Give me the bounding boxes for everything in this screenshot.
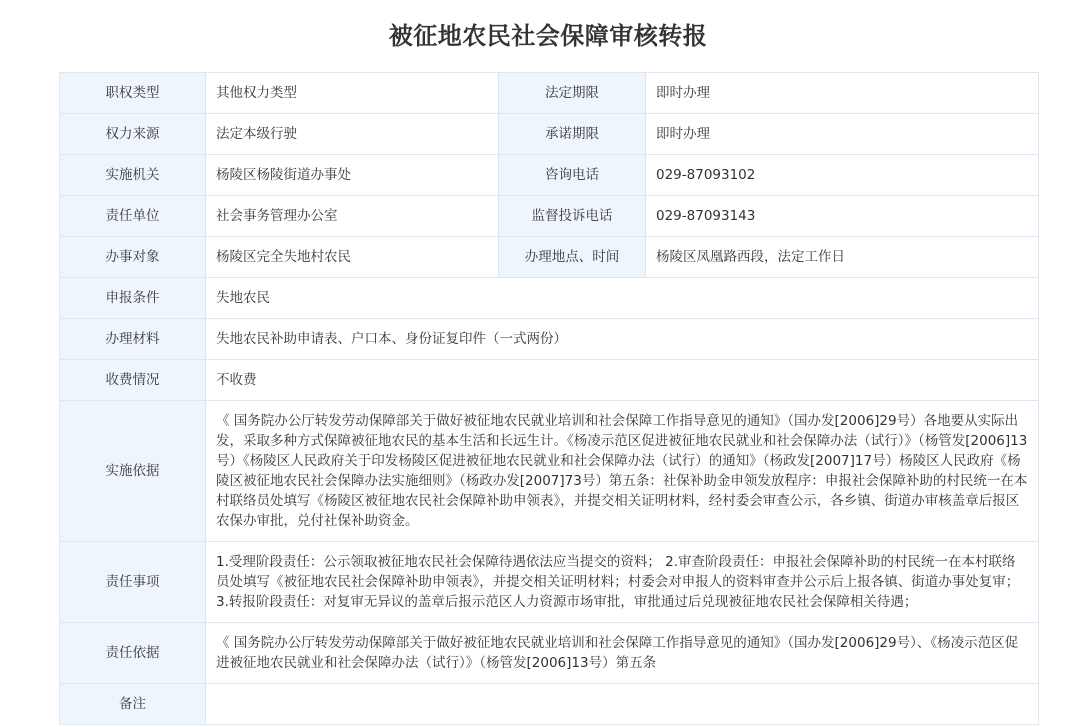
row-value-fees: 不收费	[206, 360, 1039, 401]
row-label-service-target: 办事对象	[60, 237, 206, 278]
row-label-materials: 办理材料	[60, 319, 206, 360]
row-label-remarks: 备注	[60, 684, 206, 725]
row-value-promised-deadline: 即时办理	[646, 114, 1039, 155]
row-label-responsibility-basis: 责任依据	[60, 623, 206, 684]
row-label-fees: 收费情况	[60, 360, 206, 401]
row-value-application-conditions: 失地农民	[206, 278, 1039, 319]
table-row	[60, 684, 1039, 725]
row-label-application-conditions: 申报条件	[60, 278, 206, 319]
table-row	[60, 73, 1039, 114]
row-value-complaint-phone: 029-87093143	[646, 196, 1039, 237]
row-value-location-time: 杨陵区凤凰路西段，法定工作日	[646, 237, 1039, 278]
row-value-power-source: 法定本级行驶	[206, 114, 499, 155]
row-label-responsible-unit: 责任单位	[60, 196, 206, 237]
table-row	[60, 278, 1039, 319]
row-label-complaint-phone: 监督投诉电话	[499, 196, 646, 237]
row-label-location-time: 办理地点、时间	[499, 237, 646, 278]
row-value-legal-basis: 《 国务院办公厅转发劳动保障部关于做好被征地农民就业培训和社会保障工作指导意见的通知》（国办发[2006]29号）各地要从实际出发，采取多种方式保障被征地农民的基本生活和长远生计。《杨凌示范区促进被征地农民就业和社会保障办法（试行）》（杨管发[2006]13号）《杨陵区人民政府关于印发杨陵区促进被征地农民就业和社会保障办法（试行）的通知》（杨政发[2007]17号）杨陵区人民政府《杨陵区被征地农民社会保障办法实施细则》（杨政办发[2007]73号）第五条：社保补助金申领发放程序：申报社会保障补助的村民统一在本村联络员处填写《杨陵区被征地农民社会保障补助申领表》，并提交相关证明材料，经村委会审查公示，各乡镇、街道办审核盖章后报区农保办审批，兑付社保补助资金。	[206, 401, 1039, 542]
table-row	[60, 542, 1039, 623]
table-row	[60, 360, 1039, 401]
row-value-responsible-unit: 社会事务管理办公室	[206, 196, 499, 237]
row-value-service-target: 杨陵区完全失地村农民	[206, 237, 499, 278]
row-value-responsibility-basis: 《 国务院办公厅转发劳动保障部关于做好被征地农民就业培训和社会保障工作指导意见的通知》（国办发[2006]29号）、《杨凌示范区促进被征地农民就业和社会保障办法（试行）》（杨管发[2006]13号）第五条	[206, 623, 1039, 684]
row-value-authority-type: 其他权力类型	[206, 73, 499, 114]
row-label-promised-deadline: 承诺期限	[499, 114, 646, 155]
row-value-responsibilities: 1.受理阶段责任：公示领取被征地农民社会保障待遇依法应当提交的资料； 2.审查阶段责任：申报社会保障补助的村民统一在本村联络员处填写《被征地农民社会保障补助申领表》，并提交相关证明材料；村委会对申报人的资料审查并公示后上报各镇、街道办事处复审； 3.转报阶段责任：对复审无异议的盖章后报示范区人力资源市场审批，审批通过后兑现被征地农民社会保障相关待遇；	[206, 542, 1039, 623]
table-row	[60, 319, 1039, 360]
row-label-authority-type: 职权类型	[60, 73, 206, 114]
table-row	[60, 623, 1039, 684]
row-label-responsibilities: 责任事项	[60, 542, 206, 623]
row-label-power-source: 权力来源	[60, 114, 206, 155]
row-label-inquiry-phone: 咨询电话	[499, 155, 646, 196]
page-title: 被征地农民社会保障审核转报	[388, 22, 708, 50]
row-value-implementing-agency: 杨陵区杨陵街道办事处	[206, 155, 499, 196]
table-row	[60, 237, 1039, 278]
row-label-implementing-agency: 实施机关	[60, 155, 206, 196]
table-row	[60, 196, 1039, 237]
row-label-legal-deadline: 法定期限	[499, 73, 646, 114]
table-row	[60, 401, 1039, 542]
table-row	[60, 114, 1039, 155]
row-value-remarks	[206, 684, 1039, 725]
row-label-legal-basis: 实施依据	[60, 401, 206, 542]
row-value-inquiry-phone: 029-87093102	[646, 155, 1039, 196]
row-value-legal-deadline: 即时办理	[646, 73, 1039, 114]
table-row	[60, 155, 1039, 196]
info-table	[59, 72, 1039, 725]
row-value-materials: 失地农民补助申请表、户口本、身份证复印件（一式两份）	[206, 319, 1039, 360]
